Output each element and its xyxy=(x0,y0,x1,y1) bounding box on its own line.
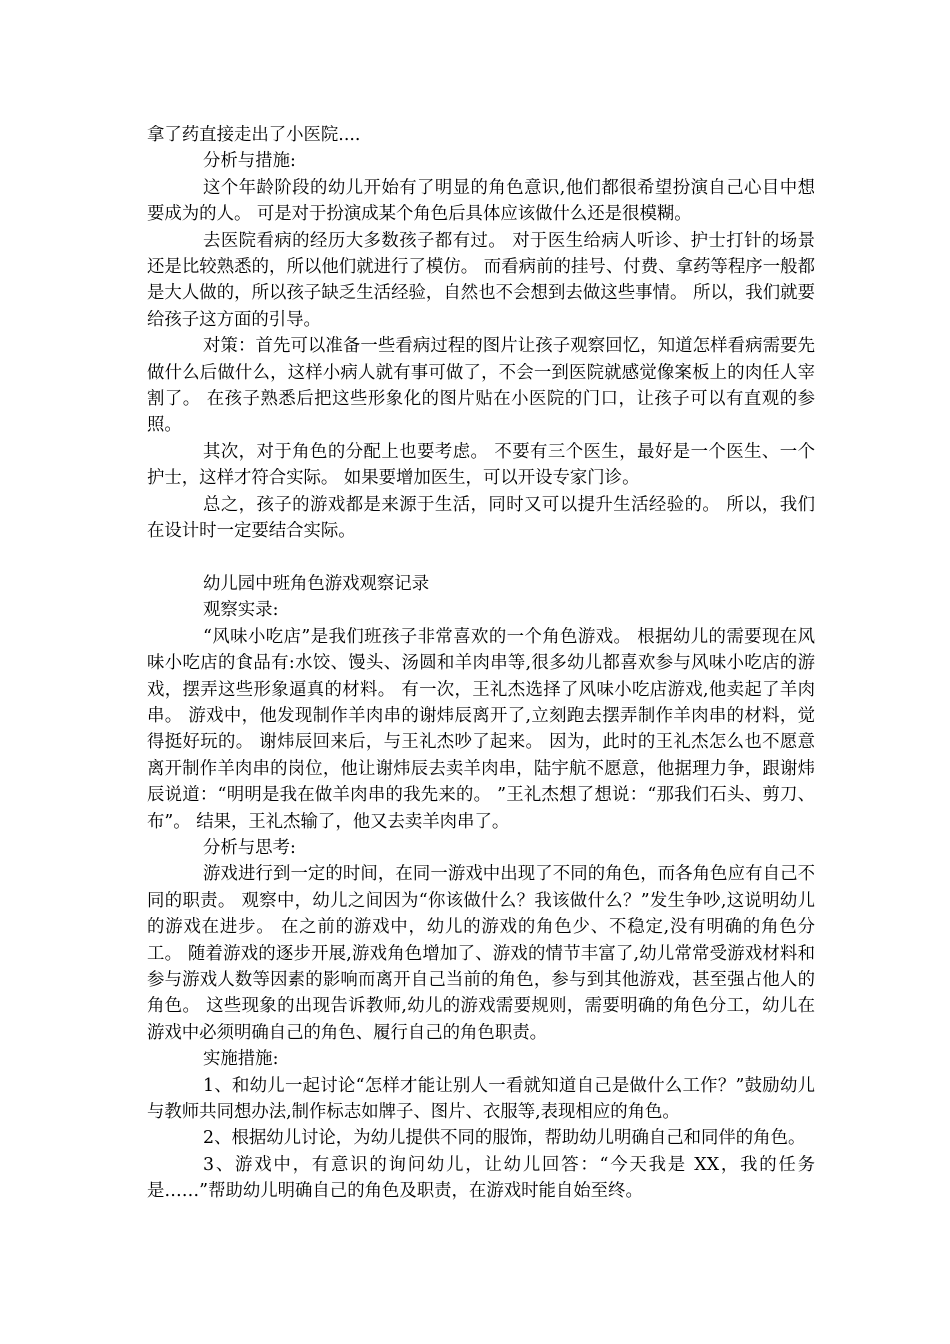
paragraph-game-progress: 游戏进行到一定的时间，在同一游戏中出现了不同的角色，而各角色应有自己不同的职责。 观察中，幼儿之间因为“你该做什么？我该做什么？”发生争吵,这说明幼儿的游戏在进步。 在之前的游戏中，幼儿的游戏的角色少、不稳定,没有明确的角色分工。 随着游戏的逐步开展,游戏角色增加了、游戏的情节丰富了,幼儿常常受游戏材料和参与游戏人数等因素的影响而离开自己当前的角色，参与到其他游戏，甚至强占他人的角色。 这些现象的出现告诉教师,幼儿的游戏需要规则，需要明确的角色分工，幼儿在游戏中必须明确自己的角色、履行自己的角色职责。 xyxy=(147,864,815,1043)
document-page xyxy=(147,122,815,1205)
heading-observation-record: 观察实录: xyxy=(203,600,279,621)
heading-implementation: 实施措施: xyxy=(203,1049,279,1070)
paragraph-measure-3: 3、游戏中，有意识的询问幼儿，让幼儿回答：“今天我是 XX，我的任务是……”帮助幼儿明确自己的角色及职责，在游戏时能自始至终。 xyxy=(147,1154,815,1202)
paragraph-role-awareness: 这个年龄阶段的幼儿开始有了明显的角色意识,他们都很希望扮演自己心目中想要成为的人。 可是对于扮演成某个角色后具体应该做什么还是很模糊。 xyxy=(147,177,815,225)
paragraph-snack-shop: “风味小吃店”是我们班孩子非常喜欢的一个角色游戏。 根据幼儿的需要现在风味小吃店的食品有:水饺、馒头、汤圆和羊肉串等,很多幼儿都喜欢参与风味小吃店的游戏，摆弄这些形象逼真的材料。 有一次，王礼杰选择了风味小吃店游戏,他卖起了羊肉串。 游戏中，他发现制作羊肉串的谢炜辰离开了,立刻跑去摆弄制作羊肉串的材料，觉得挺好玩的。 谢炜辰回来后，与王礼杰吵了起来。 因为，此时的王礼杰怎么也不愿意离开制作羊肉串的岗位，他让谢炜辰去卖羊肉串，陆宇航不愿意，他据理力争，跟谢炜辰说道：“明明是我在做羊肉串的我先来的。 ”王礼杰想了想说：“那我们石头、剪刀、布”。 结果，王礼杰输了，他又去卖羊肉串了。 xyxy=(147,626,815,832)
paragraph-continuation: 拿了药直接走出了小医院.... xyxy=(147,125,361,145)
paragraph-measure-2: 2、根据幼儿讨论，为幼儿提供不同的服饰，帮助幼儿明确自己和同伴的角色。 xyxy=(203,1128,806,1149)
paragraph-role-allocation: 其次，对于角色的分配上也要考虑。 不要有三个医生，最好是一个医生、一个护士，这样才符合实际。 如果要增加医生，可以开设专家门诊。 xyxy=(147,441,815,489)
paragraph-hospital-experience: 去医院看病的经历大多数孩子都有过。 对于医生给病人听诊、护士打针的场景还是比较熟悉的，所以他们就进行了模仿。 而看病前的挂号、付费、拿药等程序一般都是大人做的，所以孩子缺乏生活经验，自然也不会想到去做这些事情。 所以，我们就要给孩子这方面的引导。 xyxy=(147,230,815,330)
heading-analysis-thinking: 分析与思考: xyxy=(203,837,296,858)
paragraph-measure-1: 1、和幼儿一起讨论“怎样才能让别人一看就知道自己是做什么工作？”鼓励幼儿与教师共同想办法,制作标志如牌子、图片、衣服等,表现相应的角色。 xyxy=(147,1075,815,1123)
paragraph-summary: 总之，孩子的游戏都是来源于生活，同时又可以提升生活经验的。 所以，我们在设计时一定要结合实际。 xyxy=(147,494,815,542)
paragraph-countermeasure: 对策：首先可以准备一些看病过程的图片让孩子观察回忆，知道怎样看病需要先做什么后做什么，这样小病人就有事可做了，不会一到医院就感觉像案板上的肉任人宰割了。 在孩子熟悉后把这些形象化的图片贴在小医院的门口，让孩子可以有直观的参照。 xyxy=(147,336,815,436)
paragraph-gap xyxy=(147,545,815,571)
heading-analysis-measures: 分析与措施: xyxy=(203,151,296,172)
section-title: 幼儿园中班角色游戏观察记录 xyxy=(203,573,430,594)
